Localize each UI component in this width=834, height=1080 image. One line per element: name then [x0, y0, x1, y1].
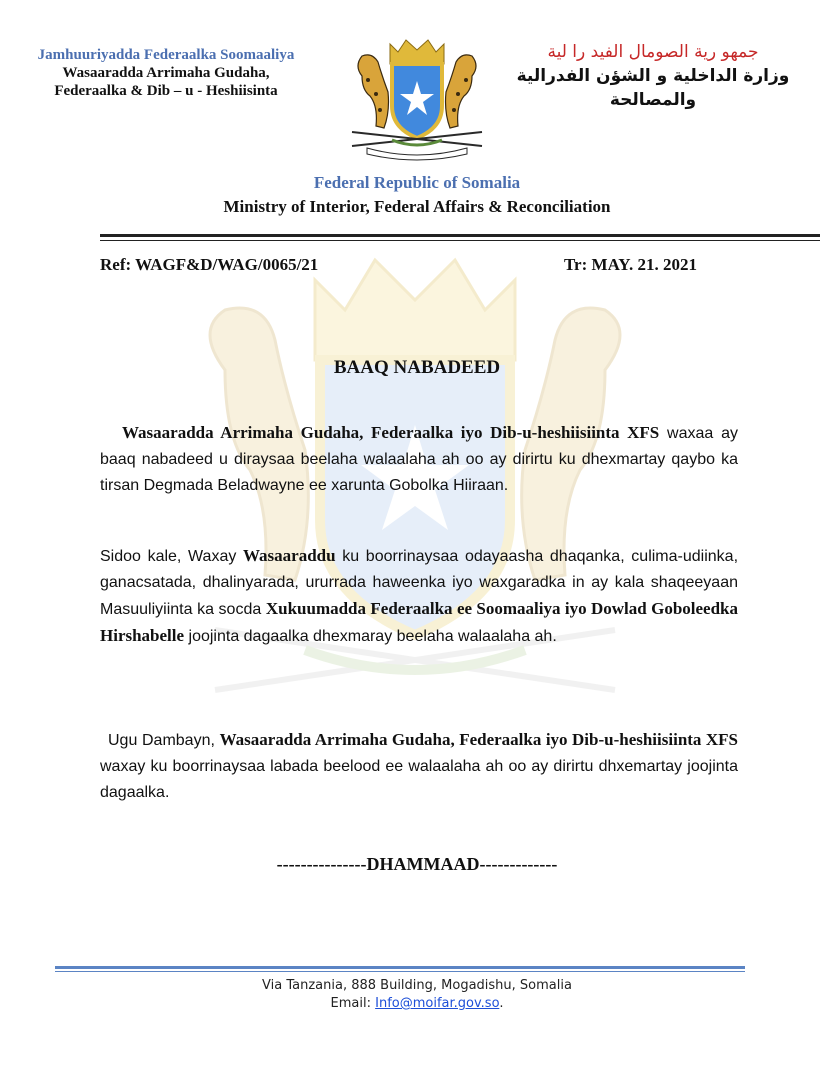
paragraph-1-bold: Wasaaradda Arrimaha Gudaha, Federaalka iyo Dib-u-heshiisiinta XFS [122, 423, 660, 442]
title-federal-republic: Federal Republic of Somalia [313, 173, 521, 192]
header-left-line2: Wasaaradda Arrimaha Gudaha, [62, 65, 270, 81]
footer-email-link[interactable]: Info@moifar.gov.so [375, 996, 500, 1011]
header-left-line3: Federaalka & Dib – u - Heshiisinta [54, 83, 278, 99]
paragraph-3-bold: Wasaaradda Arrimaha Gudaha, Federaalka iyo Dib-u-heshiisiinta XFS [219, 730, 739, 749]
document-heading: BAAQ NABADEED [333, 357, 501, 378]
header-right-line2: وزارة الداخلية و الشؤن الفدرالية [516, 66, 790, 86]
footer-address: Via Tanzania, 888 Building, Mogadishu, Somalia [262, 978, 572, 993]
paragraph-2-bold2: Xukuumadda Federaalka ee Soomaaliya iyo Dowlad Goboleedka Hirshabelle [100, 599, 739, 645]
header-right-block [498, 40, 808, 112]
header-divider-top [100, 234, 820, 237]
paragraph-3-text1: Ugu Dambayn, [108, 732, 220, 749]
footer-email-suffix: . [499, 996, 504, 1011]
title-ministry: Ministry of Interior, Federal Affairs & Reconciliation [223, 197, 611, 216]
coat-of-arms-emblem-icon [332, 36, 502, 166]
header-right-line3: والمصالحة [609, 90, 697, 110]
paragraph-1 [100, 420, 738, 499]
document-date: Tr: MAY. 21. 2021 [563, 255, 697, 274]
footer-email-label: Email: [330, 996, 376, 1011]
reference-number: Ref: WAGF&D/WAG/0065/21 [100, 255, 319, 274]
header-left-block [0, 46, 332, 100]
footer-divider-bottom [55, 971, 745, 972]
closing-dhammaad: ---------------DHAMMAAD------------- [276, 854, 558, 874]
paragraph-2-bold1: Wasaaraddu [243, 546, 336, 565]
paragraph-2-text2: ku boorrinaysaa odayaasha dhaqanka, culima-udiinka, ganacsatada, dhalinyarada, ururrada haweenka iyo waxgaradka in ay kala shaqeeyaan Masuuliyiinta ka socda [100, 548, 739, 618]
paragraph-3 [100, 727, 738, 806]
footer-divider-top [55, 966, 745, 969]
paragraph-2-text3: joojinta dagaalka dhexmaray beelaha walaalaha ah. [184, 628, 557, 645]
header-divider-bottom [100, 240, 820, 241]
footer-email-line [0, 996, 834, 1011]
paragraph-2 [100, 543, 738, 650]
header-right-line1: جمهو رية الصومال الفيد را لية [547, 42, 759, 62]
paragraph-2-text1: Sidoo kale, Waxay [100, 548, 243, 565]
paragraph-3-text2: waxay ku boorrinaysaa labada beelood ee walaalaha ah oo ay dirirtu dhxemartay joojinta dagaalka. [100, 758, 738, 801]
coat-of-arms-watermark-icon [155, 250, 675, 775]
header-left-line1: Jamhuuriyadda Federaalka Soomaaliya [37, 47, 295, 63]
paragraph-1-text: waxaa ay baaq nabadeed u diraysaa beelaha walaalaha ah oo ay dirirtu ku dhexmartay qaybo ka tirsan Degmada Beladwayne ee xarunta Gobolka Hiiraan. [100, 425, 739, 494]
